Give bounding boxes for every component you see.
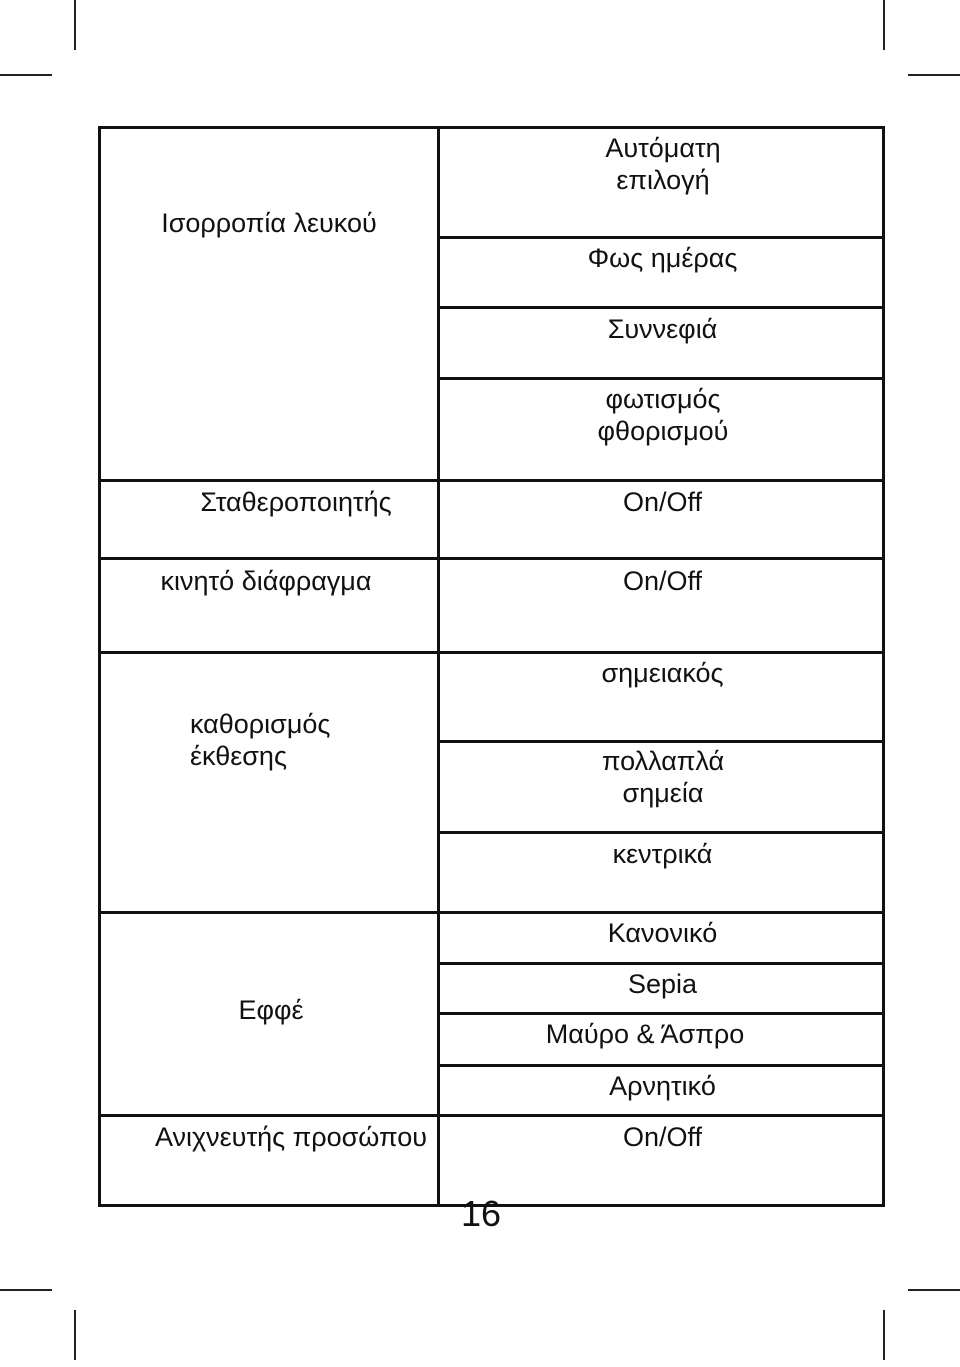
option-label: πολλαπλά σημεία <box>601 746 725 808</box>
subrow-divider <box>437 1012 885 1015</box>
setting-stabilizer <box>101 484 491 520</box>
subrow-divider <box>437 1064 885 1067</box>
option-fluorescent <box>560 382 766 448</box>
subrow-divider <box>437 962 885 965</box>
crop-mark <box>74 0 76 50</box>
crop-mark <box>883 1310 885 1360</box>
crop-mark <box>0 1289 52 1291</box>
option-spot <box>440 655 885 691</box>
option-center <box>440 836 885 872</box>
option-auto <box>560 131 766 197</box>
crop-mark <box>908 74 960 76</box>
subrow-divider <box>437 740 885 743</box>
setting-label: Εφφέ <box>238 995 304 1025</box>
option-cloudy <box>440 311 885 347</box>
subrow-divider <box>437 306 885 309</box>
setting-aperture <box>101 563 431 599</box>
option-label: φωτισμός φθορισμού <box>597 384 729 446</box>
crop-mark <box>883 0 885 50</box>
setting-face-detection <box>101 1119 481 1155</box>
option-label: Αυτόματη επιλογή <box>605 133 721 195</box>
option-label: Μαύρο & Άσπρο <box>545 1019 745 1049</box>
crop-mark <box>0 74 52 76</box>
option-sepia <box>440 966 885 1002</box>
option-stabilizer-onoff <box>440 484 885 520</box>
row-divider <box>98 479 885 482</box>
option-black-white <box>440 1016 850 1052</box>
row-divider <box>98 1114 885 1117</box>
option-label: Αρνητικό <box>609 1071 716 1101</box>
setting-label: Σταθεροποιητής <box>200 487 392 517</box>
setting-exposure <box>190 707 350 773</box>
setting-white-balance <box>101 205 437 241</box>
option-multi-point <box>580 744 746 810</box>
subrow-divider <box>437 236 885 239</box>
option-label: On/Off <box>622 566 703 596</box>
option-aperture-onoff <box>440 563 885 599</box>
setting-label: Ανιχνευτής προσώπου <box>154 1122 428 1152</box>
subrow-divider <box>437 377 885 380</box>
option-negative <box>440 1068 885 1104</box>
row-divider <box>98 651 885 654</box>
option-label: σημειακός <box>601 658 724 688</box>
option-face-onoff <box>440 1119 885 1155</box>
setting-label: κινητό διάφραγμα <box>160 566 372 596</box>
crop-mark <box>908 1289 960 1291</box>
setting-label: Ισορροπία λευκού <box>161 208 377 238</box>
option-normal <box>440 915 885 951</box>
crop-mark <box>74 1310 76 1360</box>
option-label: Κανονικό <box>607 918 718 948</box>
option-label: Συννεφιά <box>607 314 718 344</box>
option-label: κεντρικά <box>612 839 713 869</box>
setting-effect <box>101 992 441 1028</box>
option-daylight <box>440 240 885 276</box>
row-divider <box>98 557 885 560</box>
option-label: Sepia <box>627 969 698 999</box>
row-divider <box>98 911 885 914</box>
page-number: 16 <box>460 1193 502 1234</box>
option-label: Φως ημέρας <box>587 243 738 273</box>
subrow-divider <box>437 831 885 834</box>
option-label: On/Off <box>622 1122 703 1152</box>
setting-label: καθορισμός έκθεσης <box>190 709 331 771</box>
option-label: On/Off <box>622 487 703 517</box>
